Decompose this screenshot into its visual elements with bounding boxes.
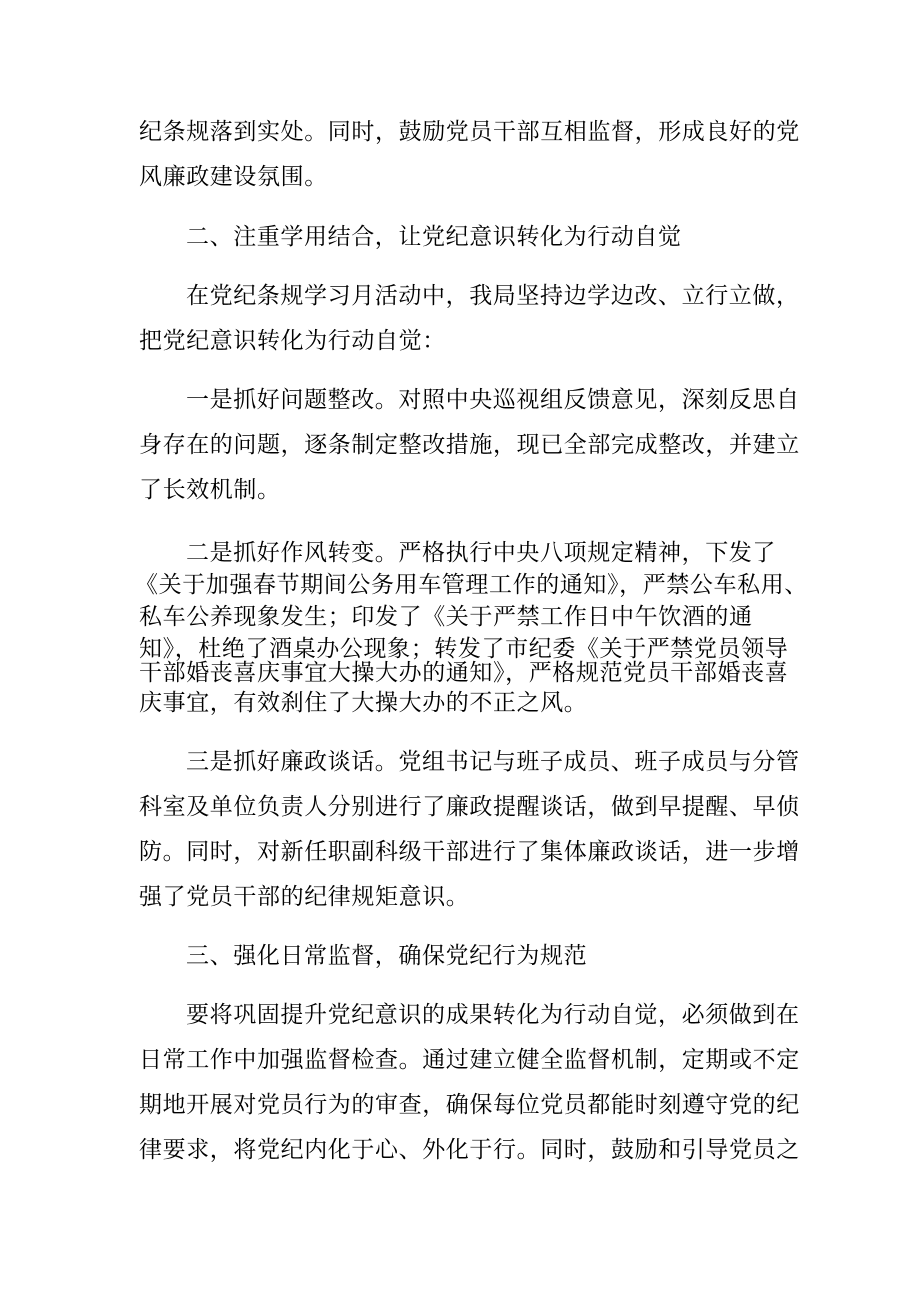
text-line: 在党纪条规学习月活动中，我局坚持边学边改、立行立做， xyxy=(186,283,800,309)
text-line: 风廉政建设氛围。 xyxy=(139,164,328,190)
text-line: 庆事宜，有效刹住了大操大办的不正之风。 xyxy=(139,690,588,716)
text-line: 日常工作中加强监督检查。通过建立健全监督机制，定期或不定 xyxy=(139,1047,800,1073)
section-heading: 三、强化日常监督，确保党纪行为规范 xyxy=(186,943,588,969)
text-line: 要将巩固提升党纪意识的成果转化为行动自觉，必须做到在 xyxy=(186,1002,800,1028)
text-line: 期地开展对党员行为的审查，确保每位党员都能时刻遵守党的纪 xyxy=(139,1092,800,1118)
text-line: 私车公养现象发生；印发了《关于严禁工作日中午饮酒的通 xyxy=(139,604,753,630)
text-line: 身存在的问题，逐条制定整改措施，现已全部完成整改，并建立 xyxy=(139,432,800,458)
text-line: 《关于加强春节期间公务用车管理工作的通知》，严禁公车私用、 xyxy=(135,572,808,598)
text-line: 知》，杜绝了酒桌办公现象；转发了市纪委《关于严禁党员领导 xyxy=(139,636,789,662)
text-line: 防。同时，对新任职副科级干部进行了集体廉政谈话，进一步增 xyxy=(139,839,800,865)
text-line: 律要求，将党纪内化于心、外化于行。同时，鼓励和引导党员之 xyxy=(139,1137,800,1163)
text-line: 强了党员干部的纪律规矩意识。 xyxy=(139,884,470,910)
text-line: 了长效机制。 xyxy=(139,477,281,503)
text-line: 把党纪意识转化为行动自觉： xyxy=(139,328,446,354)
text-line: 科室及单位负责人分别进行了廉政提醒谈话，做到早提醒、早侦 xyxy=(139,794,800,820)
section-heading: 二、注重学用结合，让党纪意识转化为行动自觉 xyxy=(186,224,682,250)
text-line: 纪条规落到实处。同时，鼓励党员干部互相监督，形成良好的党 xyxy=(139,119,800,145)
text-line: 一是抓好问题整改。对照中央巡视组反馈意见，深刻反思自 xyxy=(186,387,800,413)
text-line: 三是抓好廉政谈话。党组书记与班子成员、班子成员与分管 xyxy=(186,749,800,775)
text-line: 干部婚丧喜庆事宜大操大办的通知》，严格规范党员干部婚丧喜 xyxy=(139,660,789,686)
text-line: 二是抓好作风转变。严格执行中央八项规定精神，下发了 xyxy=(186,540,776,566)
